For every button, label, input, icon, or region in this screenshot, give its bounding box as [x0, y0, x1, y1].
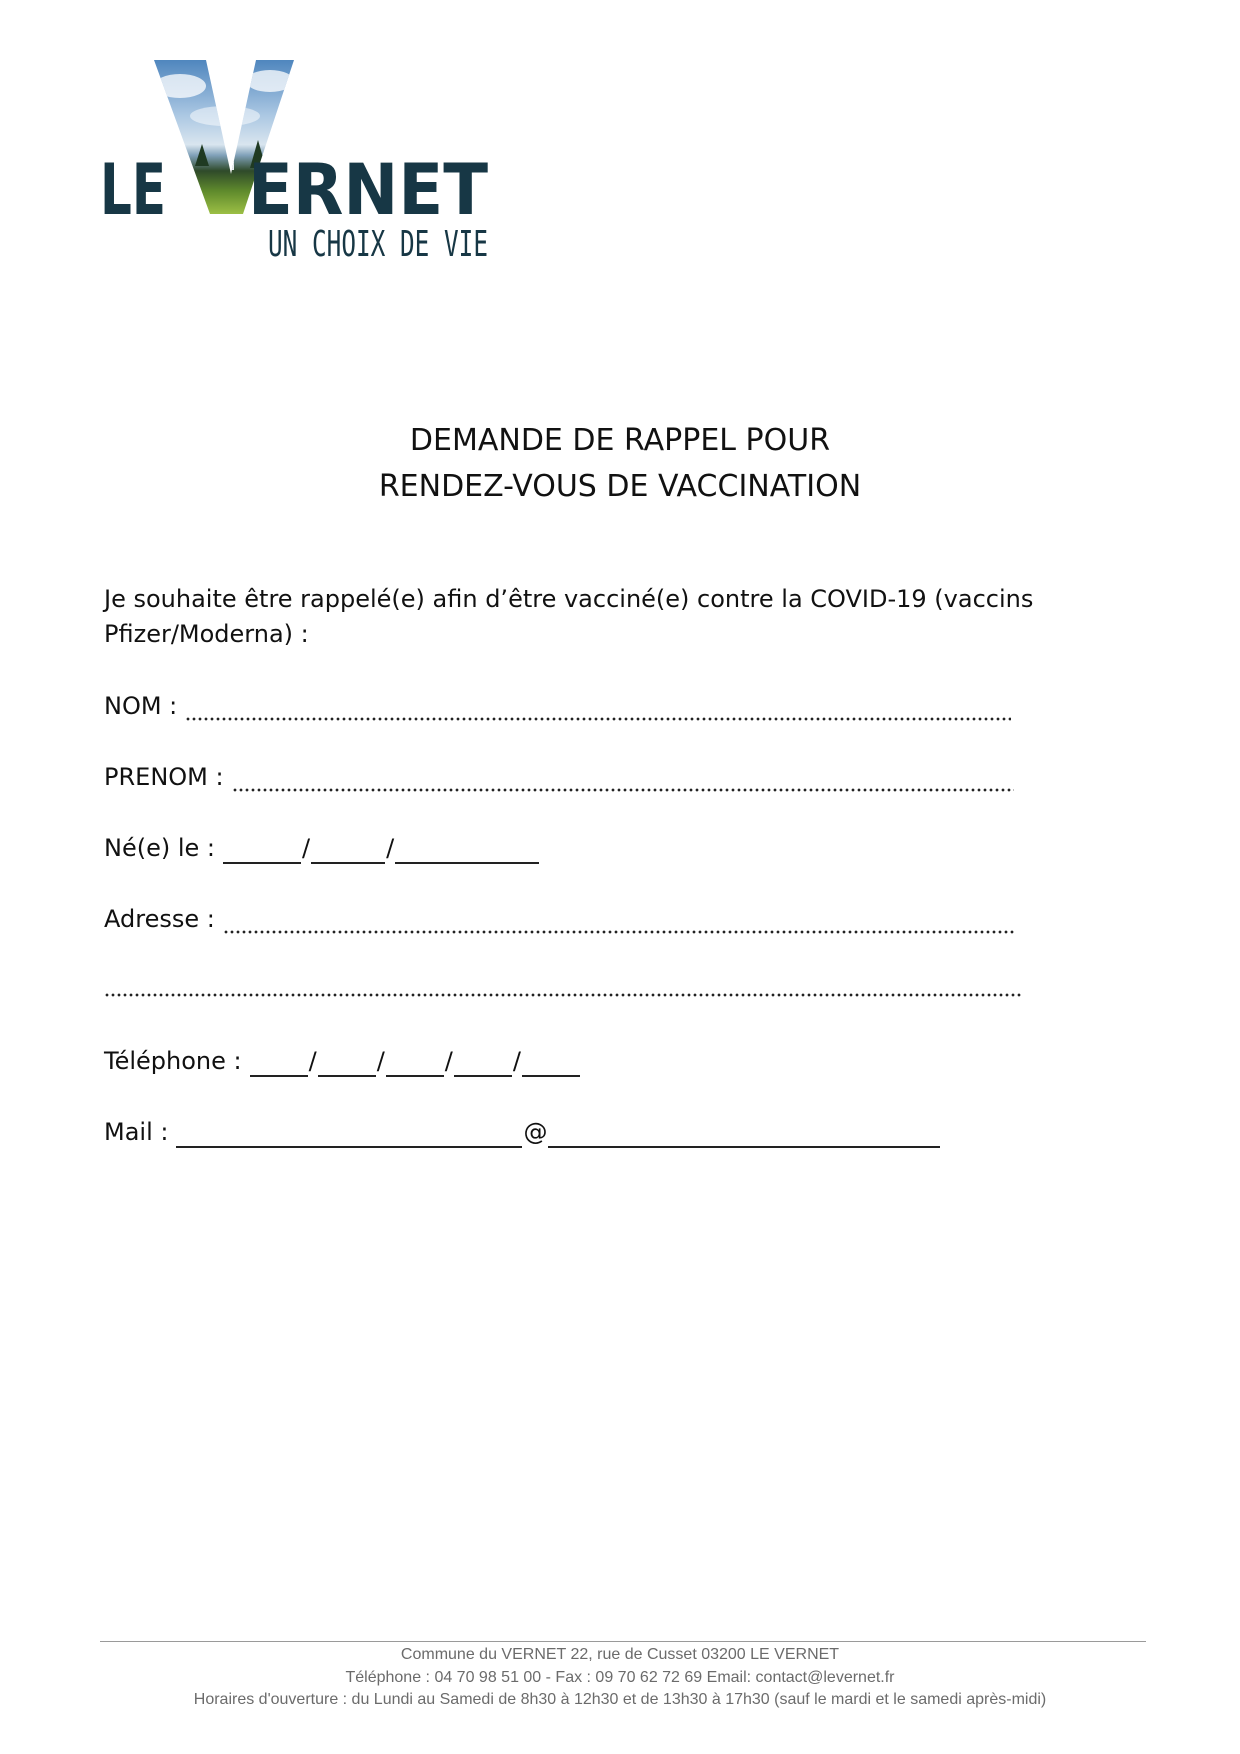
mail-domain-input[interactable]	[548, 1124, 940, 1148]
page-footer	[0, 1644, 1240, 1712]
birth-separator-2: /	[386, 834, 395, 862]
nom-field-row	[104, 690, 1011, 722]
adresse-input-line-1[interactable]	[223, 911, 1015, 935]
nom-input-line[interactable]	[185, 698, 1011, 722]
adresse-label: Adresse :	[104, 905, 215, 933]
logo-brand-left: LE	[100, 149, 166, 231]
phone-part-3-input[interactable]	[386, 1053, 444, 1077]
phone-separator-1: /	[308, 1047, 317, 1075]
footer-address: Commune du VERNET 22, rue de Cusset 03200 LE VERNET	[400, 1646, 840, 1663]
mail-user-input[interactable]	[176, 1124, 522, 1148]
mail-field-row	[104, 1116, 940, 1148]
prenom-input-line[interactable]	[232, 769, 1014, 793]
adresse-input-line-2[interactable]	[104, 974, 1022, 998]
mail-at-sign: @	[523, 1118, 548, 1146]
prenom-field-row	[104, 761, 1014, 793]
telephone-label: Téléphone :	[104, 1047, 242, 1075]
le-vernet-logo	[100, 56, 490, 266]
phone-separator-2: /	[376, 1047, 385, 1075]
nom-label: NOM :	[104, 692, 178, 720]
phone-part-5-input[interactable]	[522, 1053, 580, 1077]
phone-part-4-input[interactable]	[454, 1053, 512, 1077]
intro-paragraph: Je souhaite être rappelé(e) afin d’être vacciné(e) contre la COVID-19 (vaccins Pfizer/Moderna) :	[104, 585, 1034, 648]
footer-hours: Horaires d'ouverture : du Lundi au Samedi de 8h30 à 12h30 et de 13h30 à 17h30 (sauf le mardi et le samedi après-midi)	[193, 1691, 1047, 1708]
mail-label: Mail :	[104, 1118, 169, 1146]
telephone-field-row	[104, 1045, 580, 1077]
birthdate-label: Né(e) le :	[104, 834, 215, 862]
birth-day-input[interactable]	[223, 840, 301, 864]
phone-part-1-input[interactable]	[250, 1053, 308, 1077]
prenom-label: PRENOM :	[104, 763, 224, 791]
adresse-field-row	[104, 903, 1015, 935]
footer-divider	[100, 1641, 1146, 1642]
logo-tagline: UN CHOIX DE VIE	[268, 224, 488, 265]
birthdate-field-row	[104, 832, 539, 864]
footer-contact: Téléphone : 04 70 98 51 00 - Fax : 09 70 62 72 69 Email: contact@levernet.fr	[345, 1668, 895, 1686]
phone-separator-3: /	[444, 1047, 453, 1075]
title-line-2: RENDEZ-VOUS DE VACCINATION	[378, 469, 862, 504]
document-title	[0, 418, 1240, 510]
birth-year-input[interactable]	[395, 840, 539, 864]
birth-separator-1: /	[302, 834, 311, 862]
birth-month-input[interactable]	[311, 840, 385, 864]
phone-part-2-input[interactable]	[318, 1053, 376, 1077]
adresse-line-2-row	[104, 974, 1022, 998]
title-line-1: DEMANDE DE RAPPEL POUR	[409, 423, 831, 458]
phone-separator-4: /	[512, 1047, 521, 1075]
logo-brand-right: ERNET	[248, 149, 489, 231]
